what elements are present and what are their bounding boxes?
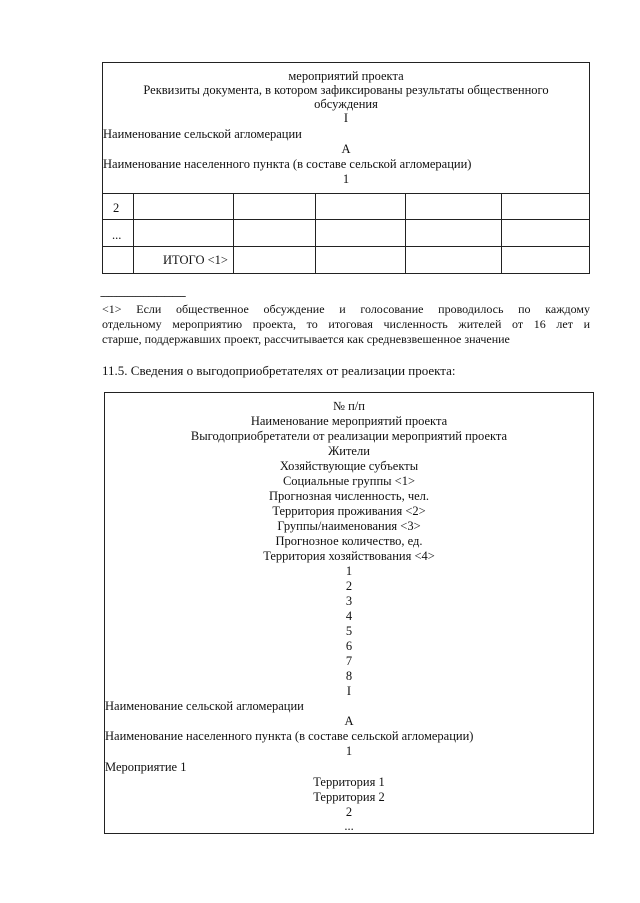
column-number: 2 <box>345 579 353 593</box>
header-businesses: Хозяйствующие субъекты <box>279 459 419 473</box>
footnote-line-2: отдельному мероприятию проекта, то итоговая численность жителей от 16 лет и <box>102 317 590 331</box>
bottom-table <box>104 392 594 834</box>
header-forecast-population: Прогнозная численность, чел. <box>268 489 430 503</box>
bottom-number-2: 2 <box>345 805 353 819</box>
header-residence-territory: Территория проживания <2> <box>272 504 426 518</box>
top-agglomeration-label: Наименование сельской агломерации <box>103 127 302 141</box>
territory-2: Территория 2 <box>313 790 385 804</box>
row-number: ... <box>112 228 122 242</box>
header-groups-names: Группы/наименования <3> <box>277 519 421 533</box>
bottom-ellipsis: ... <box>344 819 354 833</box>
top-table <box>102 62 590 274</box>
header-social-groups: Социальные группы <1> <box>282 474 416 488</box>
column-number: 6 <box>345 639 353 653</box>
column-number: I <box>346 684 352 698</box>
header-residents: Жители <box>328 444 370 458</box>
bottom-number-1: 1 <box>345 744 353 758</box>
header-beneficiaries: Выгодоприобретатели от реализации мероприятий проекта <box>190 429 508 443</box>
column-number: 5 <box>345 624 353 638</box>
column-number: 3 <box>345 594 353 608</box>
header-forecast-quantity: Прогнозное количество, ед. <box>275 534 423 548</box>
row-number: 2 <box>113 201 120 215</box>
grid-line <box>133 193 134 273</box>
grid-line <box>501 193 502 273</box>
top-header-line-3: обсуждения <box>314 97 378 111</box>
top-header-line-1: мероприятий проекта <box>288 69 404 83</box>
top-header-line-4: I <box>343 111 349 125</box>
grid-line <box>405 193 406 273</box>
grid-line <box>315 193 316 273</box>
bottom-agglomeration-label: Наименование сельской агломерации <box>105 699 304 713</box>
footnote-line-1: <1> Если общественное обсуждение и голосование проводилось по каждому <box>102 302 590 316</box>
header-number: № п/п <box>333 399 365 413</box>
footnote-line-3: старше, поддержавших проект, рассчитывается как средневзвешенное значение <box>102 332 510 346</box>
top-letter-a: А <box>341 142 351 156</box>
top-settlement-label: Наименование населенного пункта (в составе сельской агломерации) <box>103 157 472 171</box>
total-label: ИТОГО <1> <box>163 253 228 267</box>
grid-line <box>103 219 589 220</box>
top-header-line-2: Реквизиты документа, в котором зафиксированы результаты общественного <box>143 83 549 97</box>
grid-line <box>103 246 589 247</box>
column-number: 8 <box>345 669 353 683</box>
bottom-settlement-label: Наименование населенного пункта (в составе сельской агломерации) <box>105 729 474 743</box>
top-number-1: 1 <box>342 172 350 186</box>
column-number: 4 <box>345 609 353 623</box>
territory-1: Территория 1 <box>313 775 385 789</box>
column-number: 1 <box>345 564 353 578</box>
header-events: Наименование мероприятий проекта <box>250 414 448 428</box>
event-label: Мероприятие 1 <box>105 760 187 774</box>
header-business-territory: Территория хозяйствования <4> <box>263 549 435 563</box>
grid-line <box>103 193 589 194</box>
bottom-letter-a: А <box>344 714 354 728</box>
grid-line <box>233 193 234 273</box>
footnote-separator: -------------------------------- <box>100 290 186 302</box>
column-number: 7 <box>345 654 353 668</box>
section-title: 11.5. Сведения о выгодоприобретателях от реализации проекта: <box>102 363 456 378</box>
